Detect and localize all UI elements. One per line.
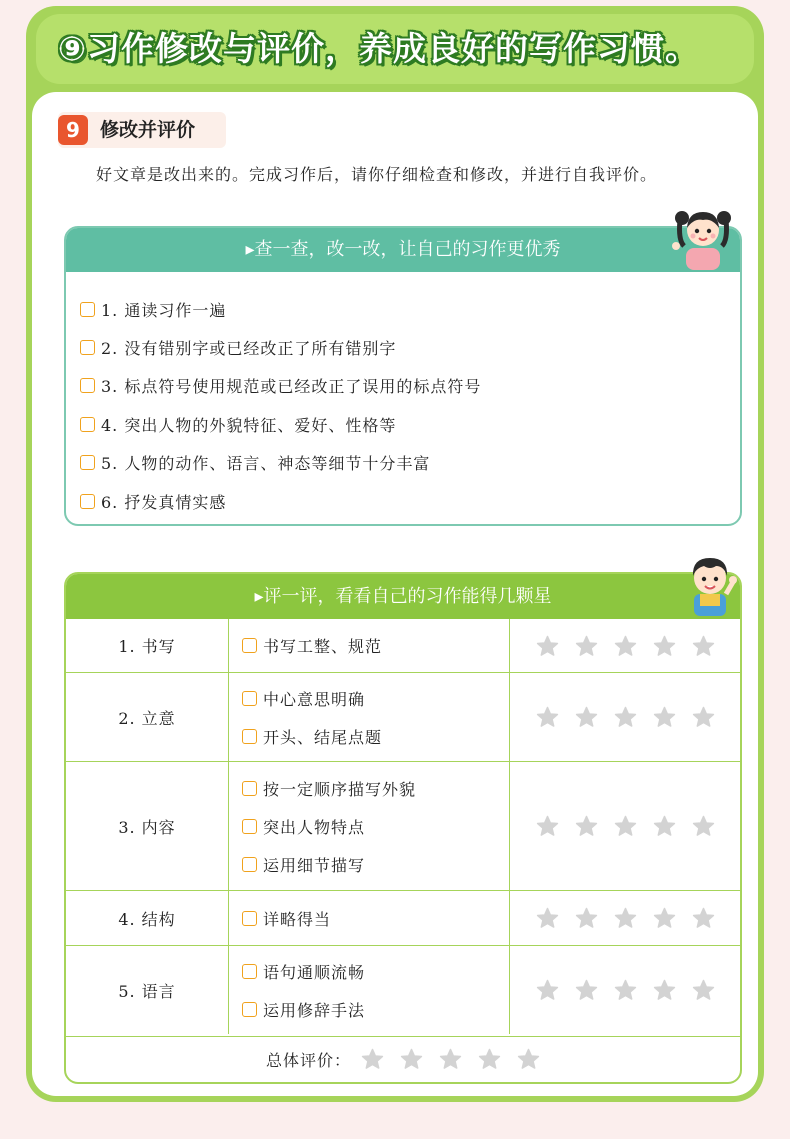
checklist-item-label: 1. 通读习作一遍: [101, 300, 227, 320]
star-icon[interactable]: [536, 907, 559, 929]
checkbox-icon[interactable]: [242, 857, 257, 872]
checklist-item-label: 开头、结尾点题: [263, 727, 383, 747]
checkbox-icon[interactable]: [242, 1002, 257, 1017]
star-icon[interactable]: [439, 1048, 462, 1070]
rating-row: [66, 619, 740, 673]
criterion-item[interactable]: [242, 717, 509, 755]
rating-category: 3. 内容: [66, 762, 229, 890]
star-icon[interactable]: [614, 635, 637, 657]
checklist-item-label: 2. 没有错别字或已经改正了所有错别字: [101, 339, 397, 359]
checklist-item-label: 详略得当: [263, 909, 332, 929]
criterion-item[interactable]: [242, 899, 509, 937]
checkbox-icon[interactable]: [242, 638, 257, 653]
criterion-item[interactable]: [242, 807, 509, 845]
checkbox-icon[interactable]: [80, 417, 95, 432]
checklist-item-label: 3. 标点符号使用规范或已经改正了误用的标点符号: [101, 377, 482, 397]
star-icon[interactable]: [692, 815, 715, 837]
checkbox-icon[interactable]: [80, 340, 95, 355]
checklist-item[interactable]: [80, 290, 481, 328]
checkbox-icon[interactable]: [80, 378, 95, 393]
star-rating: [510, 762, 740, 890]
star-icon[interactable]: [653, 907, 676, 929]
star-icon[interactable]: [517, 1048, 540, 1070]
checklist: [80, 290, 481, 520]
rating-criteria: [228, 762, 510, 890]
checklist-item-label: 书写工整、规范: [263, 637, 383, 656]
checkbox-icon[interactable]: [80, 455, 95, 470]
checklist-item[interactable]: [80, 367, 481, 405]
rating-row: [66, 946, 740, 1034]
star-icon[interactable]: [614, 706, 637, 728]
star-icon[interactable]: [536, 979, 559, 1001]
checklist-item-label: 运用细节描写: [263, 855, 366, 875]
section-title: 修改并评价: [100, 119, 196, 141]
criterion-item[interactable]: [242, 990, 509, 1028]
rating-category: 1. 书写: [66, 619, 229, 672]
star-icon[interactable]: [614, 815, 637, 837]
star-icon[interactable]: [536, 706, 559, 728]
checklist-box: [64, 226, 742, 526]
checklist-item-label: 6. 抒发真情实感: [101, 492, 227, 512]
checkbox-icon[interactable]: [80, 302, 95, 317]
intro-text: 好文章是改出来的。完成习作后，请你仔细检查和修改，并进行自我评价。: [96, 165, 658, 184]
rating-category: 2. 立意: [66, 673, 229, 761]
title-banner: [36, 14, 754, 84]
criterion-item[interactable]: [242, 769, 509, 807]
rating-row: [66, 891, 740, 946]
total-rating: [66, 1036, 740, 1081]
rating-row: [66, 762, 740, 891]
checklist-heading: ▸查一查，改一改，让自己的习作更优秀: [66, 228, 740, 272]
star-icon[interactable]: [692, 979, 715, 1001]
criterion-item[interactable]: [242, 952, 509, 990]
checklist-item-label: 按一定顺序描写外貌: [263, 779, 417, 799]
checkbox-icon[interactable]: [242, 911, 257, 926]
star-icon[interactable]: [653, 706, 676, 728]
rating-criteria: [228, 673, 510, 761]
star-icon[interactable]: [653, 815, 676, 837]
rating-heading: ▸评一评，看看自己的习作能得几颗星: [66, 574, 740, 619]
star-rating: [510, 673, 740, 761]
star-icon[interactable]: [614, 907, 637, 929]
star-icon[interactable]: [653, 979, 676, 1001]
checklist-item-label: 4. 突出人物的外貌特征、爱好、性格等: [101, 415, 397, 435]
rating-category: 5. 语言: [66, 946, 229, 1034]
star-icon[interactable]: [575, 635, 598, 657]
checkbox-icon[interactable]: [242, 691, 257, 706]
checkbox-icon[interactable]: [242, 964, 257, 979]
criterion-item[interactable]: [242, 627, 509, 665]
star-icon[interactable]: [400, 1048, 423, 1070]
checkbox-icon[interactable]: [242, 819, 257, 834]
banner-title: ⑨习作修改与评价，养成良好的写作习惯。: [58, 29, 699, 68]
star-rating: [510, 891, 740, 945]
checklist-item[interactable]: [80, 328, 481, 366]
checklist-item-label: 突出人物特点: [263, 817, 366, 837]
star-icon[interactable]: [575, 815, 598, 837]
rating-criteria: [228, 946, 510, 1034]
girl-avatar-icon: [672, 200, 734, 270]
star-rating: [510, 619, 740, 672]
star-icon[interactable]: [692, 706, 715, 728]
rating-criteria: [228, 619, 510, 672]
star-icon[interactable]: [536, 815, 559, 837]
star-icon[interactable]: [653, 635, 676, 657]
rating-criteria: [228, 891, 510, 945]
star-icon[interactable]: [575, 907, 598, 929]
criterion-item[interactable]: [242, 679, 509, 717]
checkbox-icon[interactable]: [242, 781, 257, 796]
star-icon[interactable]: [536, 635, 559, 657]
section-number-badge: 9: [58, 115, 88, 145]
criterion-item[interactable]: [242, 845, 509, 883]
star-icon[interactable]: [575, 706, 598, 728]
checklist-item-label: 运用修辞手法: [263, 1000, 366, 1020]
star-rating: [510, 946, 740, 1034]
star-icon[interactable]: [692, 907, 715, 929]
rating-box: [64, 572, 742, 1084]
star-icon[interactable]: [478, 1048, 501, 1070]
checklist-item[interactable]: [80, 482, 481, 520]
total-label: 总体评价：: [265, 1050, 351, 1070]
checklist-item[interactable]: [80, 405, 481, 443]
section-header: [58, 112, 226, 148]
rating-table: [66, 619, 740, 1034]
star-icon[interactable]: [614, 979, 637, 1001]
checklist-item-label: 中心意思明确: [263, 689, 366, 709]
checklist-item-label: 5. 人物的动作、语言、神态等细节十分丰富: [101, 454, 431, 474]
star-icon[interactable]: [692, 635, 715, 657]
checkbox-icon[interactable]: [80, 494, 95, 509]
checklist-item-label: 语句通顺流畅: [263, 962, 366, 982]
checklist-item[interactable]: [80, 444, 481, 482]
checkbox-icon[interactable]: [242, 729, 257, 744]
star-icon[interactable]: [361, 1048, 384, 1070]
boy-avatar-icon: [680, 550, 740, 616]
star-icon[interactable]: [575, 979, 598, 1001]
content-panel: [32, 92, 758, 1096]
rating-category: 4. 结构: [66, 891, 229, 945]
worksheet-card: [26, 6, 764, 1102]
rating-row: [66, 673, 740, 762]
